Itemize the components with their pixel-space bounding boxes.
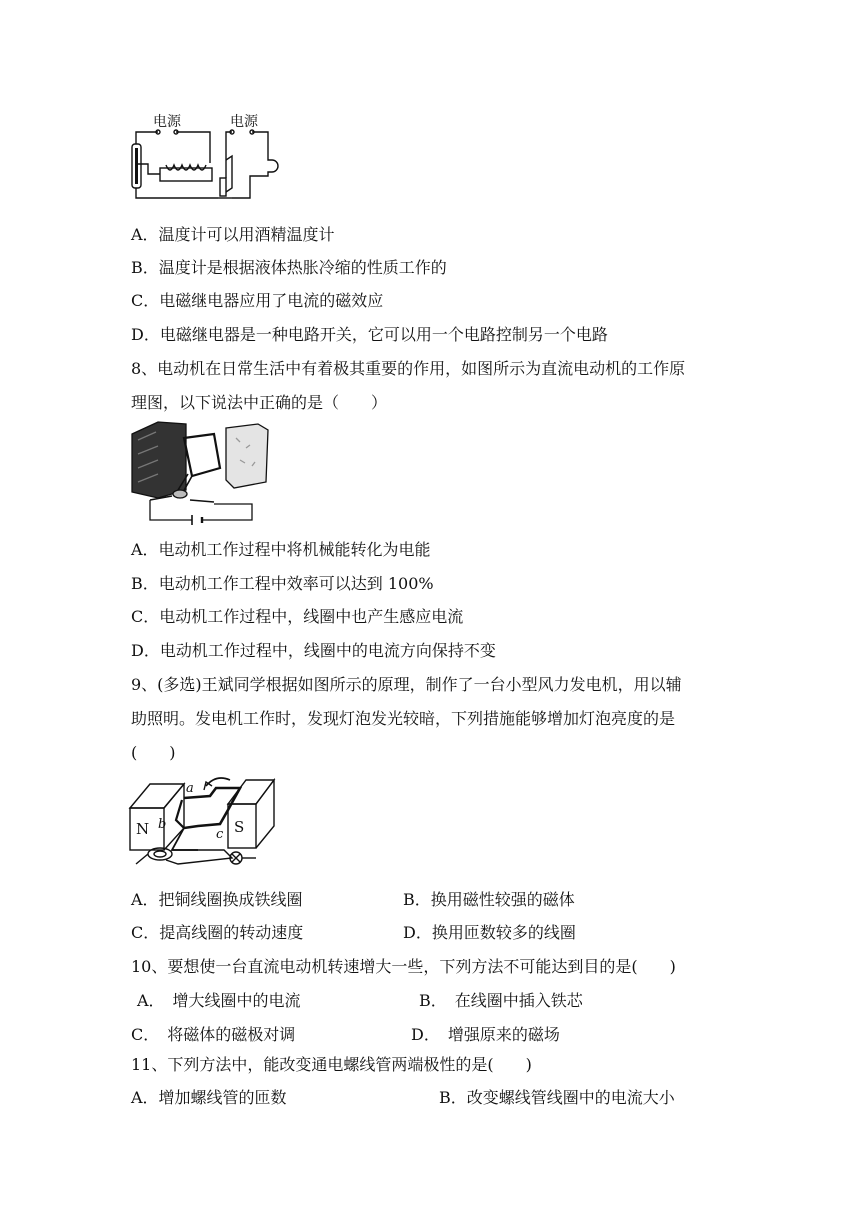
- q8-option-a: A．电动机工作过程中将机械能转化为电能: [131, 540, 431, 559]
- q7-option-b: B．温度计是根据液体热胀冷缩的性质工作的: [131, 258, 447, 277]
- q10-option-b: B． 在线圈中插入铁芯: [419, 991, 583, 1010]
- q9-stem-line2: 助照明。发电机工作时，发现灯泡发光较暗，下列措施能够增加灯泡亮度的是: [131, 709, 676, 728]
- q10-option-c: C． 将磁体的磁极对调: [131, 1025, 296, 1044]
- q9-stem-line3: ( ): [131, 743, 176, 762]
- q8-option-d: D．电动机工作过程中，线圈中的电流方向保持不变: [131, 641, 496, 660]
- magnet-n-label: N: [136, 820, 150, 838]
- q8-option-c: C．电动机工作过程中，线圈中也产生感应电流: [131, 607, 464, 626]
- coil-label-b: b: [158, 817, 167, 832]
- coil-label-a: a: [186, 781, 194, 796]
- q7-option-a: A．温度计可以用酒精温度计: [131, 225, 335, 244]
- q8-stem-line2: 理图，以下说法中正确的是（ ）: [131, 393, 388, 412]
- power-label-1: 电源: [153, 114, 181, 130]
- q7-option-c: C．电磁继电器应用了电流的磁效应: [131, 291, 384, 310]
- q10-option-a: A． 增大线圈中的电流: [137, 991, 301, 1010]
- generator-figure: [128, 770, 278, 878]
- power-label-2: 电源: [230, 114, 258, 130]
- q11-option-b: B．改变螺线管线圈中的电流大小: [439, 1088, 675, 1107]
- dc-motor-figure: [128, 420, 274, 528]
- q9-stem-line1: 9、(多选)王斌同学根据如图所示的原理，制作了一台小型风力发电机，用以辅: [131, 675, 682, 694]
- magnet-s-label: S: [234, 818, 245, 836]
- q9-option-d: D．换用匝数较多的线圈: [403, 923, 576, 942]
- q9-option-b: B．换用磁性较强的磁体: [403, 890, 575, 909]
- q11-stem: 11、下列方法中，能改变通电螺线管两端极性的是( ): [131, 1055, 532, 1074]
- q8-stem-line1: 8、电动机在日常生活中有着极其重要的作用，如图所示为直流电动机的工作原: [131, 359, 686, 378]
- q9-option-a: A．把铜线圈换成铁线圈: [131, 890, 303, 909]
- q8-option-b: B．电动机工作工程中效率可以达到 100%: [131, 574, 434, 593]
- q10-stem: 10、要想使一台直流电动机转速增大一些，下列方法不可能达到目的是( ): [131, 957, 676, 976]
- q11-option-a: A．增加螺线管的匝数: [131, 1088, 287, 1107]
- relay-circuit-figure: [128, 108, 288, 208]
- q7-option-d: D．电磁继电器是一种电路开关，它可以用一个电路控制另一个电路: [131, 325, 608, 344]
- coil-label-c: c: [216, 827, 224, 842]
- q10-option-d: D． 增强原来的磁场: [411, 1025, 560, 1044]
- q9-option-c: C．提高线圈的转动速度: [131, 923, 304, 942]
